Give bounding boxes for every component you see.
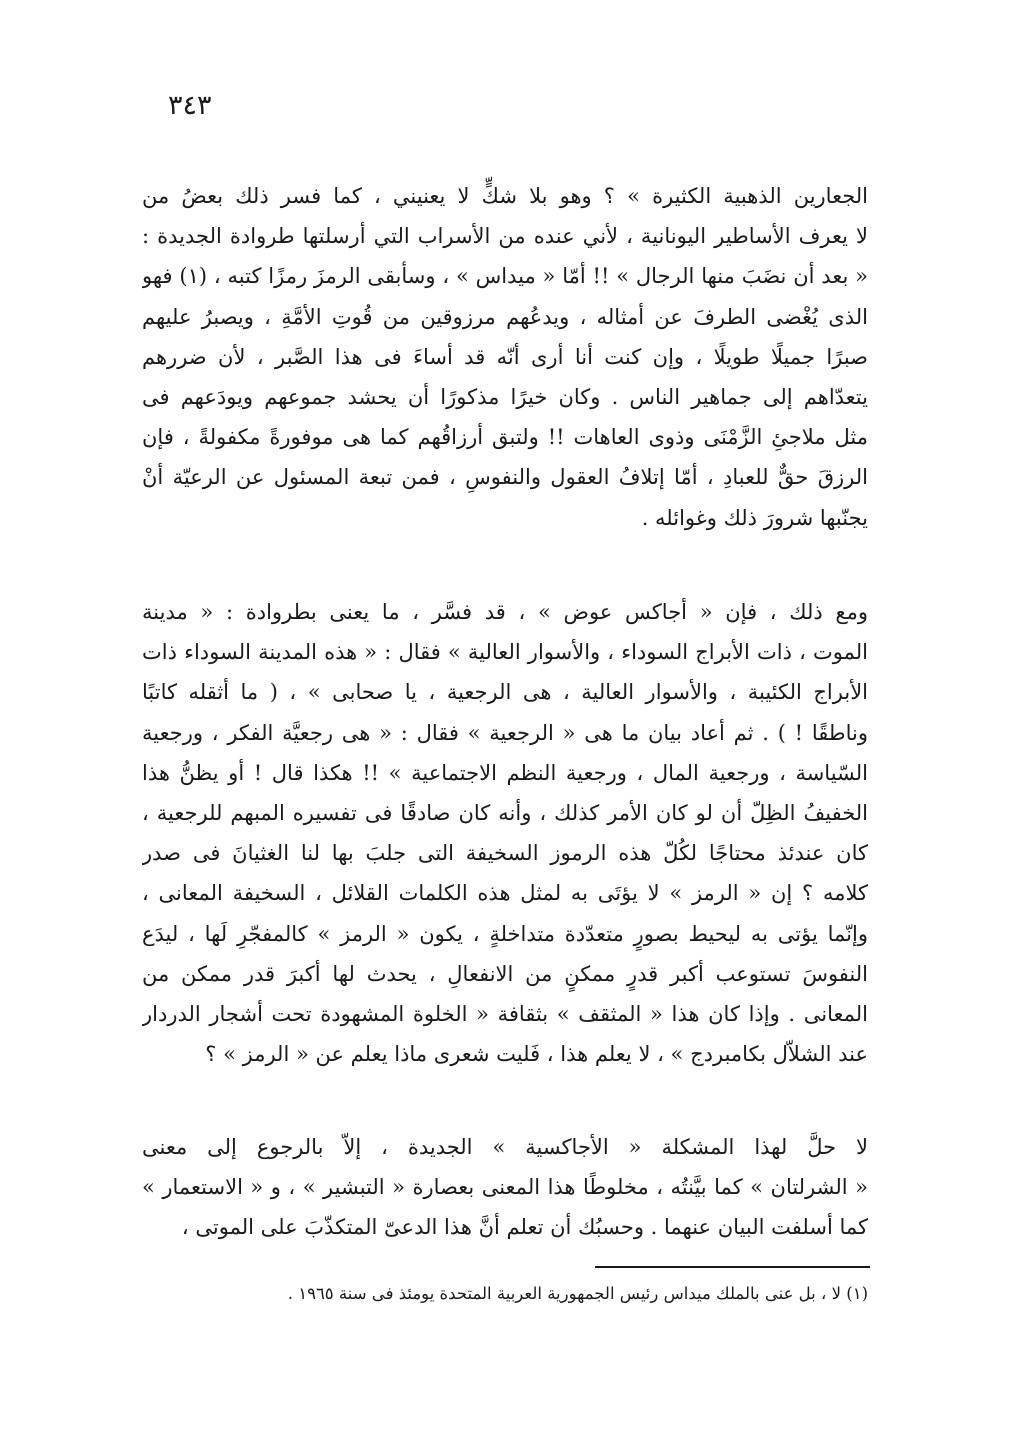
footnote: (١) لا ، بل عنى بالملك ميداس رئيس الجمهورية العربية المتحدة يومئذ فى سنة ١٩٦٥ . xyxy=(287,1284,868,1303)
text-line: الجعارين الذهبية الكثيرة » ؟ وهو بلا شكٍّ لا يعنيني ، كما فسر ذلك بعضُ من xyxy=(142,184,868,208)
page-number: ٣٤٣ xyxy=(168,90,212,121)
text-line: الموت ، ذات الأبراج السوداء ، والأسوار العالية » فقال : « هذه المدينة السوداء ذات xyxy=(142,640,868,665)
text-line: « بعد أن نضَبَ منها الرجال » !! أمّا « ميداس » ، وسأبقى الرمزَ رمزًا كتبه ، (١) فهو xyxy=(142,264,868,289)
text-line: الخفيفُ الظِلّ أن لو كان الأمر كذلك ، وأنه كان صادقًا فى تفسيره المبهم للرجعية ، xyxy=(142,800,868,825)
text-line: كان عندئذ محتاجًا لكُلّ هذه الرموز السخيفة التى جلبَ بها لنا الغثيانَ فى صدر xyxy=(142,841,868,866)
paragraph-3 xyxy=(142,1127,868,1248)
text-line: النفوسَ تستوعب أكبر قدرٍ ممكنٍ من الانفعالِ ، يحدث لها أكبرَ قدر ممكن من xyxy=(142,961,868,986)
text-line: ومع ذلك ، فإن « أجاكس عوض » ، قد فسَّر ، ما يعنى بطروادة : « مدينة xyxy=(142,600,868,624)
text-line: وإنّما يؤتى به ليحيط بصورٍ متعدّدة متداخلةٍ ، يكون « الرمز » كالمفجّرِ لَها ، ليدَع xyxy=(142,921,868,946)
text-line: مثل ملاجئِ الزَّمْنَى وذوى العاهات !! ولتبق أرزاقُهم كما هى موفورةً مكفولةً ، فإن xyxy=(142,425,868,450)
text-line: يتعدّاهم إلى جماهير الناس . وكان خيرًا مذكورًا أن يحشد جموعهم ويودَعهم فى xyxy=(142,384,868,409)
text-line: الأبراج الكئيبة ، والأسوار العالية ، هى الرجعية ، يا صحابى » ، ( ما أثقله كاتبًا xyxy=(142,680,868,705)
text-line: لا حلَّ لهذا المشكلة « الأجاكسية » الجديدة ، إلاّ بالرجوع إلى معنى xyxy=(142,1135,868,1159)
text-line: السّياسة ، ورجعية المال ، ورجعية النظم الاجتماعية » !! هكذا قال ! أو يظنُّ هذا xyxy=(142,760,868,785)
text-line: كما أسلفت البيان عنهما . وحسبُك أن تعلم أنَّ هذا الدعىّ المتكذّبَ على الموتى ، xyxy=(181,1215,868,1240)
text-line: المعانى . وإذا كان هذا « المثقف » بثقافة « الخلوة المشهودة تحت أشجار الدردار xyxy=(142,1001,868,1026)
text-line: الرزقَ حقٌّ للعبادِ ، أمّا إتلافُ العقول والنفوسِ ، فمن تبعة المسئول عن الرعيّة أنْ xyxy=(142,465,868,490)
text-line: الذى يُغْضى الطرفَ عن أمثاله ، ويدعُهم مرزوقين من قُوتِ الأمَّةِ ، ويصبرُ عليهم xyxy=(142,304,868,329)
text-line: يجنّبها شرورَ ذلك وغوائله . xyxy=(641,505,868,530)
paragraph-1 xyxy=(142,176,868,538)
text-line: صبرًا جميلًا طويلًا ، وإن كنت أنا أرى أنّه قد أساءَ فى هذا الصَّبر ، لأن ضررهم xyxy=(142,344,868,369)
footnote-divider xyxy=(595,1266,870,1268)
text-line: « الشرلتان » كما بيَّنتُه ، مخلوطًا هذا المعنى بعصارة « التبشير » ، و « الاستعمار » xyxy=(142,1175,868,1200)
text-line: لا يعرف الأساطير اليونانية ، لأني عنده من الأسراب التي أرسلتها طروادة الجديدة : xyxy=(142,224,868,249)
paragraph-2 xyxy=(142,592,868,1074)
text-line: كلامه ؟ إن « الرمز » لا يؤتَى به لمثل هذه الكلمات القلائل ، السخيفة المعانى ، xyxy=(142,881,868,906)
text-line: وناطقًا ! ) . ثم أعاد بيان ما هى « الرجعية » فقال : « هى رجعيَّة الفكر ، ورجعية xyxy=(142,720,868,745)
text-line: عند الشلاّل بكامبردج » ، لا يعلم هذا ، فَليت شعرى ماذا يعلم عن « الرمز » ؟ xyxy=(205,1042,868,1067)
